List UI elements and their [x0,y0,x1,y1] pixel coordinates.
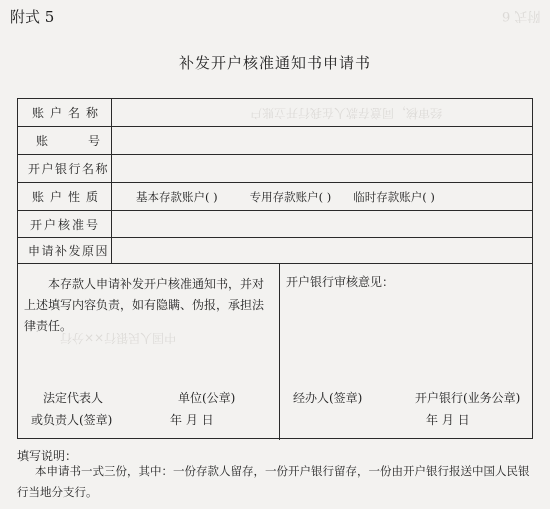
account-number-label: 账号 [18,127,112,154]
approval-number-label: 开户核准号 [18,211,112,237]
account-type-options [136,183,435,210]
special-account-option[interactable]: 专用存款账户( ) [249,189,332,204]
applicant-date: 年 月 日 [170,413,214,427]
applicant-declaration-cell [18,264,280,440]
responsible-person-label: 或负责人(签章) [31,413,113,427]
bank-review-label: 开户银行审核意见： [286,275,395,289]
account-type-label: 账户性质 [18,183,112,210]
bank-name-label: 开户银行名称 [18,155,112,182]
basic-account-option[interactable]: 基本存款账户( ) [136,189,218,204]
unit-seal-label: 单位(公章) [178,391,236,405]
reissue-reason-row [18,238,532,264]
bleed-through-text: 中国人民银行××分行 [60,331,177,345]
bank-date: 年 月 日 [426,413,470,427]
legal-representative-label: 法定代表人 [43,391,104,405]
bank-name-row [18,155,532,183]
handler-signature-label: 经办人(签章) [293,391,363,405]
reissue-reason-label: 申请补发原因 [18,238,112,263]
bleed-through-text: 经审核，同意存款人在我行开立账户 [250,106,443,120]
account-name-row [18,99,532,127]
declaration-text: 本存款人申请补发开户核准通知书，并对上述填写内容负责，如有隐瞒、伪报，承担法律责任。 [24,277,265,333]
application-form [17,98,533,439]
page-title: 补发开户核准通知书申请书 [178,54,371,72]
account-type-row [18,183,532,211]
account-name-label: 账户名称 [18,99,112,126]
temporary-account-option[interactable]: 临时存款账户( ) [353,189,435,204]
bank-seal-label: 开户银行(业务公章) [415,391,521,405]
appendix-label: 附式 5 [10,8,55,26]
approval-number-row [18,211,532,238]
instructions-title: 填写说明： [17,449,78,463]
bleed-through-text: 附式 6 [501,8,540,23]
instructions-body: 本申请书一式三份，其中：一份存款人留存，一份开户银行留存，一份由开户银行报送中国人民银行当地分支行。 [17,464,530,499]
account-number-row [18,127,532,155]
